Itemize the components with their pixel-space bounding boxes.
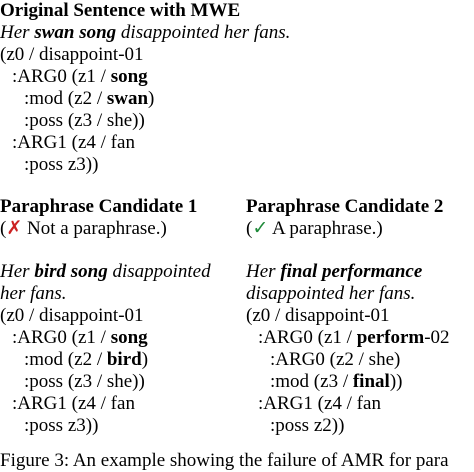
amr-line: :poss z3)) (24, 415, 99, 436)
amr-line: :poss (z3 / she)) (24, 110, 145, 131)
original-heading: Original Sentence with MWE (0, 0, 241, 21)
verdict-paren: ( (0, 218, 7, 239)
verdict-paren: ( (246, 218, 253, 239)
sentence-line: her fans. (0, 283, 67, 304)
sentence-text: disappointed (107, 261, 211, 282)
amr-line: :poss (z3 / she)) (24, 371, 145, 392)
sentence-line: disappointed her fans. (246, 283, 416, 304)
sentence-text: disappointed her fans. (116, 22, 291, 43)
amr-line: (z0 / disappoint-01 (0, 44, 144, 65)
mwe-phrase: swan song (34, 22, 117, 43)
amr-line: (z0 / disappoint-01 (246, 305, 390, 326)
sentence-text: Her (0, 261, 35, 282)
amr-text: ) (141, 349, 149, 370)
amr-text: ) (148, 88, 155, 109)
figure-caption: Figure 3: An example showing the failure of AMR for para (0, 450, 449, 471)
cross-icon: ✗ (6, 218, 23, 239)
amr-concept: song (110, 66, 148, 87)
verdict-text: Not a paraphrase.) (22, 218, 167, 239)
amr-text: :mod (z3 / (270, 371, 353, 392)
amr-line: :ARG1 (z4 / fan (12, 393, 135, 414)
amr-line: :poss z2)) (270, 415, 345, 436)
amr-text: )) (389, 371, 403, 392)
amr-line: :ARG1 (z4 / fan (258, 393, 381, 414)
check-icon: ✓ (252, 218, 269, 239)
candidate2-heading: Paraphrase Candidate 2 (246, 196, 444, 217)
substituted-phrase: bird song (34, 261, 108, 282)
amr-line (258, 327, 450, 349)
amr-text: :ARG0 (z1 / (12, 66, 111, 87)
amr-line (12, 327, 148, 349)
sentence-line (246, 261, 422, 283)
amr-concept: song (110, 327, 148, 348)
amr-line (12, 66, 148, 88)
amr-text: -02 (424, 327, 450, 348)
amr-line (24, 88, 154, 110)
amr-text: :mod (z2 / (24, 349, 107, 370)
amr-text: :mod (z2 / (24, 88, 107, 109)
amr-concept: final (352, 371, 390, 392)
amr-text: :ARG0 (z1 / (12, 327, 111, 348)
amr-text: :ARG0 (z1 / (258, 327, 357, 348)
amr-concept: swan (106, 88, 149, 109)
candidate1-verdict (0, 218, 167, 240)
amr-line: (z0 / disappoint-01 (0, 305, 144, 326)
candidate1-heading: Paraphrase Candidate 1 (0, 196, 198, 217)
candidate2-verdict (246, 218, 383, 240)
sentence-line (0, 261, 211, 283)
amr-line (270, 371, 402, 393)
amr-line (24, 349, 148, 371)
amr-concept: perform (356, 327, 425, 348)
amr-line: :ARG1 (z4 / fan (12, 132, 135, 153)
amr-line: :poss z3)) (24, 154, 99, 175)
amr-line: :ARG0 (z2 / she) (270, 349, 401, 370)
original-sentence (0, 22, 290, 44)
amr-concept: bird (106, 349, 142, 370)
sentence-text: Her (0, 22, 35, 43)
sentence-text: Her (246, 261, 281, 282)
substituted-phrase: final performance (280, 261, 423, 282)
verdict-text: A paraphrase.) (268, 218, 383, 239)
